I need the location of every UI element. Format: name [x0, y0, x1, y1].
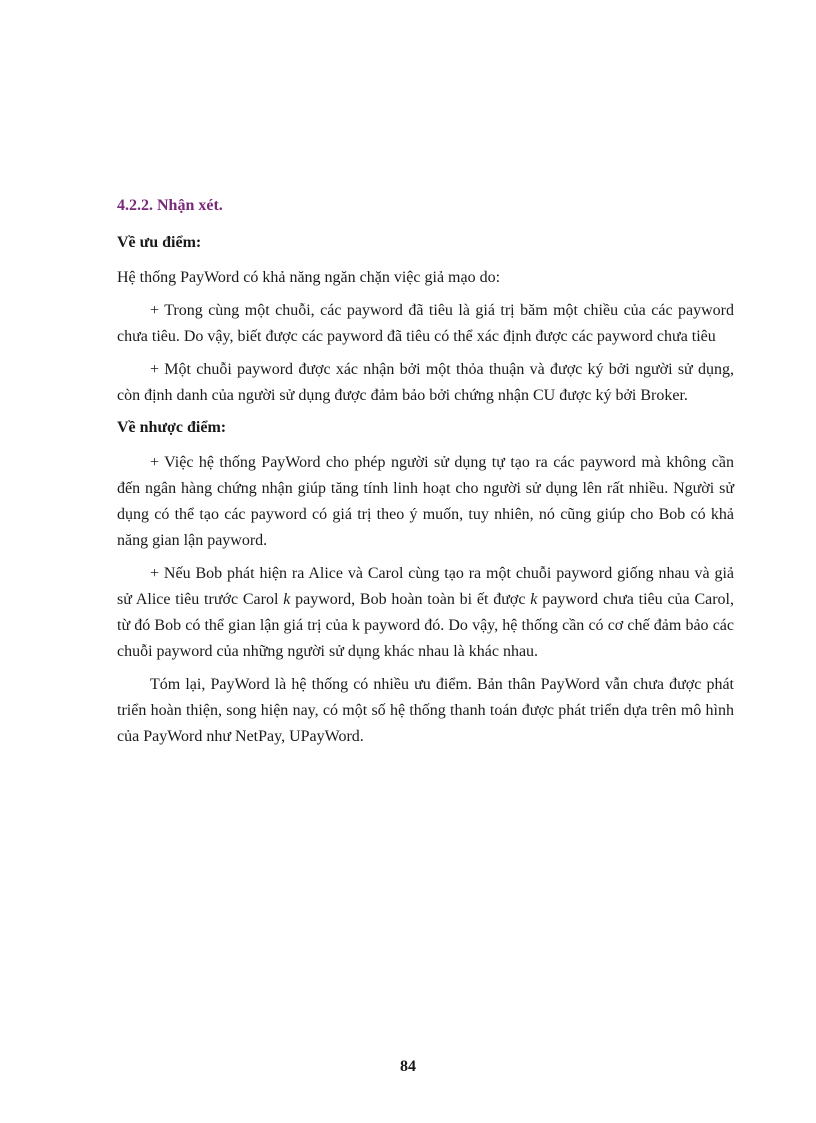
advantages-heading: Về ưu điểm:	[117, 234, 202, 251]
disadvantages-item-2	[117, 561, 734, 665]
conclusion-paragraph: Tóm lại, PayWord là hệ thống có nhiều ưu điểm. Bản thân PayWord vẫn chưa được phát triển hoàn thiện, song hiện nay, có một số hệ thống thanh toán được phát triển dựa trên mô hình của PayWord như NetPay, UPayWord.	[117, 676, 734, 745]
variable-k: k	[530, 591, 538, 608]
disadvantages-item-2-part1: + Nếu Bob phát hiện ra Alice và Carol cùng tạo ra một chuỗi payword giống nhau và giả sử Alice tiêu trước Carol	[117, 565, 734, 608]
document-page	[117, 195, 734, 757]
page-number: 84	[400, 1058, 416, 1075]
variable-k: k	[283, 591, 291, 608]
advantages-item-2: + Một chuỗi payword được xác nhận bởi một thỏa thuận và được ký bởi người sử dụng, còn định danh của người sử dụng được đảm bảo bởi chứng nhận CU được ký bởi Broker.	[117, 361, 734, 404]
disadvantages-item-2-part3: payword chưa tiêu của Carol, từ đó Bob có thể gian lận giá trị của k payword đó. Do vậy, hệ thống cần có cơ chế đảm bảo các chuỗi payword của những người sử dụng khác nhau là khác nhau.	[117, 591, 734, 660]
advantages-intro: Hệ thống PayWord có khả năng ngăn chặn việc giả mạo do:	[117, 269, 501, 286]
disadvantages-heading: Về nhược điểm:	[117, 419, 227, 436]
disadvantages-item-2-part2: payword, Bob hoàn toàn bi ết được	[290, 591, 531, 608]
advantages-item-1: + Trong cùng một chuỗi, các payword đã tiêu là giá trị băm một chiều của các payword chưa tiêu. Do vậy, biết được các payword đã tiêu có thể xác định được các payword chưa tiêu	[117, 302, 734, 345]
section-heading: 4.2.2. Nhận xét.	[117, 197, 223, 214]
disadvantages-item-1: + Việc hệ thống PayWord cho phép người sử dụng tự tạo ra các payword mà không cần đến ngân hàng chứng nhận giúp tăng tính linh hoạt cho người sử dụng lên rất nhiều. Người sử dụng có thể tạo các payword có giá trị theo ý muốn, tuy nhiên, nó cũng giúp cho Bob có khả năng gian lận payword.	[117, 454, 734, 549]
